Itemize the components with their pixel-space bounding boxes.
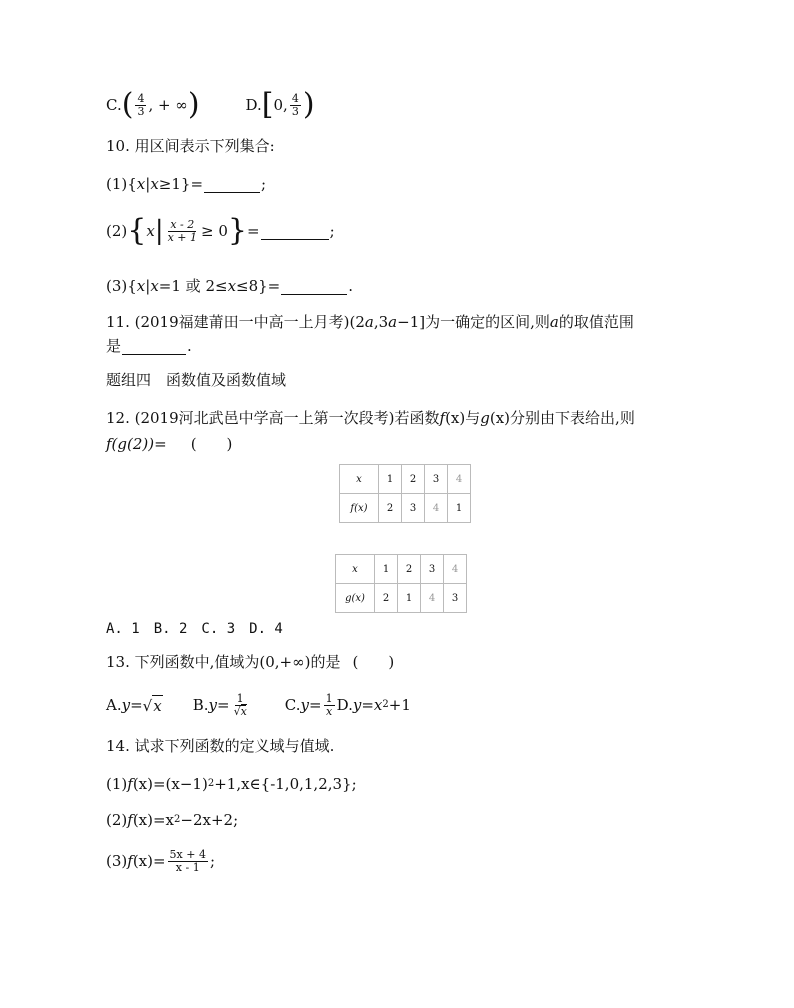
q13-stem: 13. 下列函数中,值域为(0,+∞)的是 ( ) <box>106 653 395 671</box>
option-c-label: C. <box>106 96 122 114</box>
q11-line1: 11. (2019福建莆田一中高一上月考)(2 a ,3 a −1]为一确定的区间,则 a 的取值范围 <box>106 313 634 331</box>
option-c-fraction: $\frac{4}{3}$ <box>137 91 145 118</box>
q14-part2: (2) f (x)=x 2 −2x+2; <box>106 811 239 829</box>
option-b-fraction: $\frac{1}{√x}$ <box>233 691 247 718</box>
q10-part3: (3){ x | x =1 或 2≤ x ≤8}= . <box>106 277 354 295</box>
sqrt-symbol: √ x <box>142 696 162 715</box>
q10-stem: 10. 用区间表示下列集合: <box>106 137 275 155</box>
table-row: x 1 2 3 4 <box>336 555 467 584</box>
q14-stem: 14. 试求下列函数的定义域与值域. <box>106 737 335 755</box>
q10-part2: (2) { x | $\frac{x - 2}{x + 1}$ ≥ 0 } = ; <box>106 213 335 248</box>
answer-blank[interactable] <box>122 338 186 355</box>
option-d-fraction: $\frac{4}{3}$ <box>291 91 299 118</box>
q14-part3: (3) f (x)= $\frac{5x + 4}{x - 1}$ ; <box>106 847 216 874</box>
option-c-fraction: $\frac{1}{x}$ <box>325 691 333 718</box>
open-paren: ( <box>121 87 134 122</box>
q13-options: A. y = √ x B. y = $\frac{1}{√x}$ C. y = $\frac{1}{x}$ D. y = x 2 +1 <box>106 691 411 718</box>
open-bracket: [ <box>261 87 274 122</box>
answer-blank[interactable] <box>204 176 260 193</box>
option-d-start: 0, <box>273 96 288 114</box>
q10-fraction: $\frac{x - 2}{x + 1}$ <box>167 217 197 244</box>
section-title: 题组四 函数值及函数值域 <box>106 371 287 389</box>
q12-line2: f(g(2))= ( ) <box>106 435 233 453</box>
close-brace: } <box>227 213 247 248</box>
q11-line2: 是 . <box>106 337 192 355</box>
option-d-label: D. <box>245 96 262 114</box>
q9-options <box>106 87 315 122</box>
table-f <box>339 464 471 523</box>
answer-blank[interactable] <box>261 223 329 240</box>
table-g <box>335 554 467 613</box>
close-paren: ) <box>187 87 200 122</box>
vertical-bar: | <box>154 216 164 246</box>
table-row: g(x) 2 1 4 3 <box>336 584 467 613</box>
table-row: f(x) 2 3 4 1 <box>340 494 471 523</box>
q10-part1: (1){ x | x ≥1}= ; <box>106 175 267 193</box>
q14-fraction: $\frac{5x + 4}{x - 1}$ <box>169 847 206 874</box>
q12-options: A. 1 B. 2 C. 3 D. 4 <box>106 621 283 637</box>
q12-line1: 12. (2019河北武邑中学高一上第一次段考)若函数 f (x) 与 g (x) 分别由下表给出,则 <box>106 409 635 427</box>
q14-part1: (1) f (x)=(x−1) 2 +1,x∈{-1,0,1,2,3}; <box>106 775 357 793</box>
open-brace: { <box>127 213 147 248</box>
table-row: x 1 2 3 4 <box>340 465 471 494</box>
option-c-rest: , + ∞ <box>148 96 188 114</box>
answer-blank[interactable] <box>281 278 347 295</box>
close-paren: ) <box>302 87 315 122</box>
